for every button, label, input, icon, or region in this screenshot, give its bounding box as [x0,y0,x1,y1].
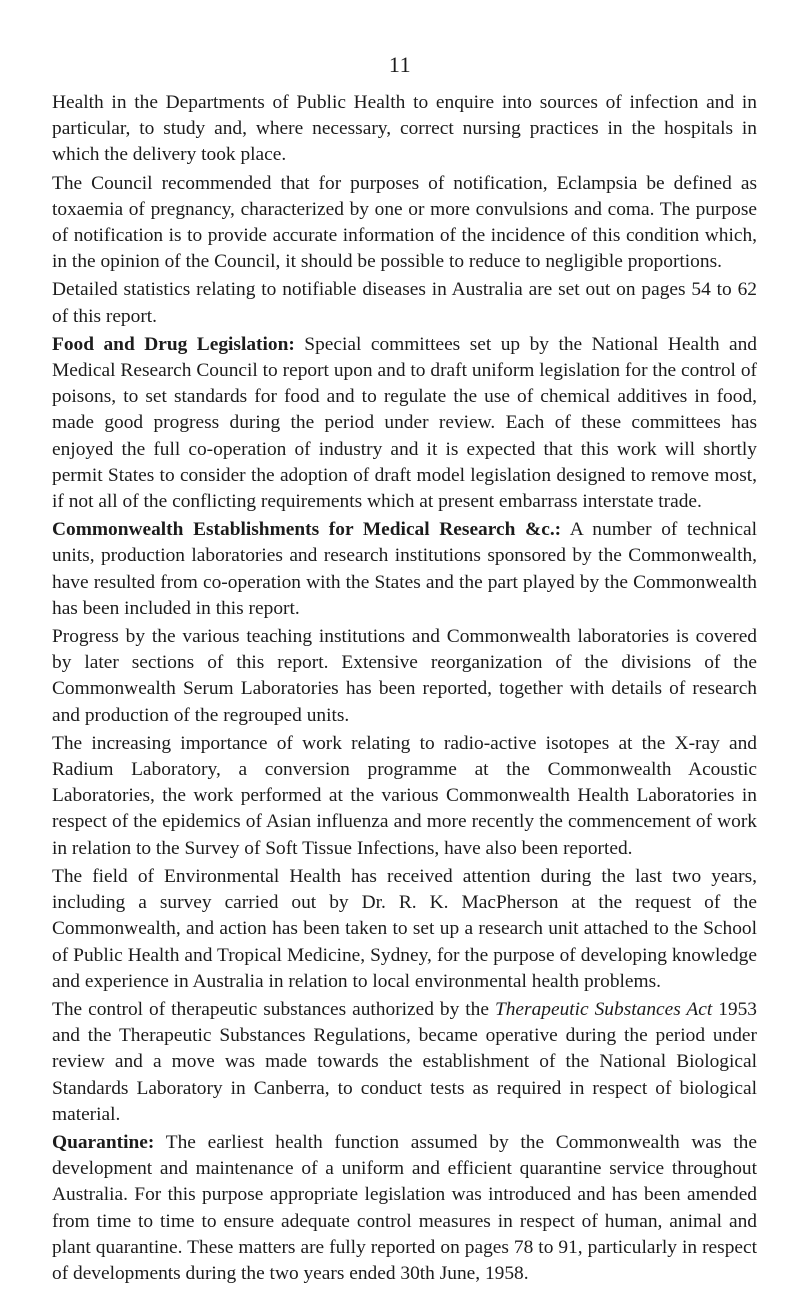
paragraph-text: The control of therapeutic substances authorized by the [52,998,495,1020]
section-heading-quarantine: Quarantine: [52,1131,155,1153]
paragraph-quarantine [52,1130,757,1287]
page-number: 11 [388,52,412,77]
section-heading-commonwealth-establishments: Commonwealth Establishments for Medical Research &c.: [52,519,562,541]
paragraph-eclampsia-notification: The Council recommended that for purposes of notification, Eclampsia be defined as toxaemia of pregnancy, characterized by one or more convulsions and coma. The purpose of notification is to provide accurate information of the incidence of this condition which, in the opinion of the Council, it should be possible to reduce to negligible proportions. [52,172,757,273]
paragraph-text: A number of technical units, production laboratories and research institutions sponsored by the Commonwealth, have resulted from co-operation with the States and the part played by the Commonwealth has been included in this report. [52,519,757,619]
paragraph-statistics: Detailed statistics relating to notifiable diseases in Australia are set out on pages 54 to 62 of this report. [52,279,757,327]
paragraph-therapeutic-substances [52,997,757,1128]
paragraph-text: 1953 and the Therapeutic Substances Regulations, became operative during the period under review and a move was made towards the establishment of the National Biological Standards Laboratory in Canberra, to conduct tests as required in respect of biological material. [52,998,757,1125]
paragraph-infection-enquiry: Health in the Departments of Public Health to enquire into sources of infection and in particular, to study and, where necessary, correct nursing practices in the hospitals in which the delivery took place. [52,92,757,166]
act-title: Therapeutic Substances Act [494,998,713,1020]
paragraph-teaching-institutions: Progress by the various teaching institutions and Commonwealth laboratories is covered by later sections of this report. Extensive reorganization of the divisions of the Commonwealth Serum Laboratories has been reported, together with details of research and production of the regrouped units. [52,626,757,726]
paragraph-radio-active-isotopes: The increasing importance of work relating to radio-active isotopes at the X-ray and Radium Laboratory, a conversion programme at the Commonwealth Acoustic Laboratories, the work performed at the various Commonwealth Health Laboratories in respect of the epidemics of Asian influenza and more recently the commencement of work in relation to the Survey of Soft Tissue Infections, have also been reported. [52,732,757,859]
paragraph-environmental-health: The field of Environmental Health has received attention during the last two years, including a survey carried out by Dr. R. K. MacPherson at the request of the Commonwealth, and action has been taken to set up a research unit attached to the School of Public Health and Tropical Medicine, Sydney, for the purpose of developing knowledge and experience in Australia in relation to local environmental health problems. [52,865,757,992]
document-body [52,90,757,1289]
paragraph-text: The earliest health function assumed by the Commonwealth was the development and maintenance of a uniform and efficient quarantine service throughout Australia. For this purpose appropriate legislation was introduced and has been amended from time to time to ensure adequate control measures in respect of human, animal and plant quarantine. These matters are fully reported on pages 78 to 91, particularly in respect of developments during the two years ended 30th June, 1958. [52,1131,757,1284]
section-heading-food-drug: Food and Drug Legislation: [52,333,295,355]
paragraph-text: Special committees set up by the National Health and Medical Research Council to report upon and to draft uniform legislation for the control of poisons, to set standards for food and to regulate the use of chemical additives in food, made good progress during the period under review. Each of these committees has enjoyed the full co-operation of industry and it is expected that this work will shortly permit States to consider the adoption of draft model legislation designed to remove most, if not all of the conflicting requirements which at present embarrass interstate trade. [52,333,757,513]
paragraph-food-drug-legislation [52,332,757,515]
paragraph-commonwealth-establishments [52,517,757,622]
